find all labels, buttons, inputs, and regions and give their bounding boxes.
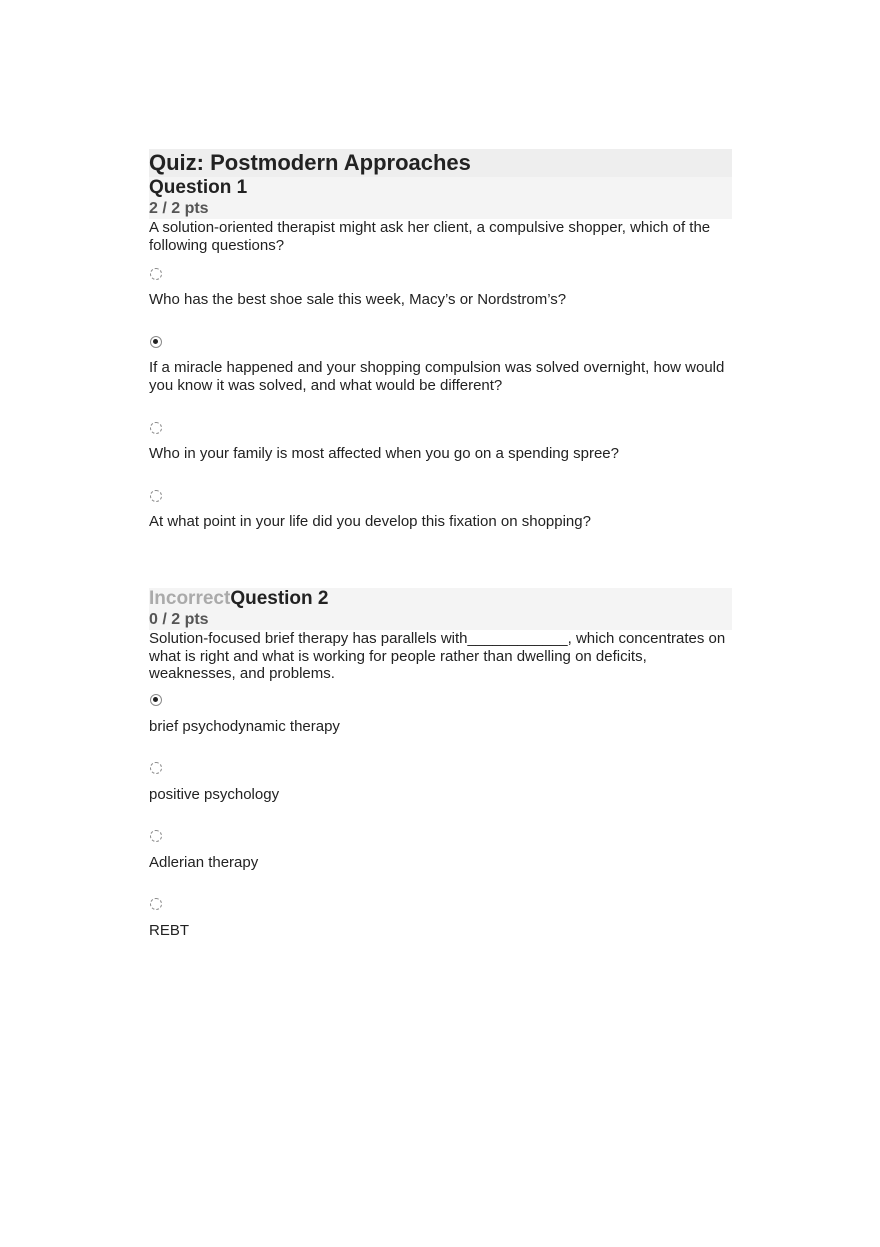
answer-text: If a miracle happened and your shopping compulsion was solved overnight, how would you know it was solved, and what would be different?	[149, 359, 725, 394]
radio-button-selected-icon[interactable]	[150, 694, 162, 706]
question-1	[149, 177, 732, 544]
question-2-text: Solution-focused brief therapy has parallels with____________, which concentrates on what is right and what is working for people rather than dwelling on deficits, weaknesses, and problems.	[149, 630, 726, 682]
answer-option[interactable]	[149, 887, 732, 955]
answer-text: At what point in your life did you develop this fixation on shopping?	[149, 513, 591, 530]
answer-text: positive psychology	[149, 785, 280, 803]
answer-option[interactable]	[149, 254, 732, 322]
radio-button-icon[interactable]	[150, 268, 162, 280]
answer-option[interactable]	[149, 408, 732, 476]
answer-option[interactable]	[149, 751, 732, 819]
question-2-header	[149, 588, 732, 630]
radio-button-icon[interactable]	[150, 422, 162, 434]
question-spacer	[149, 544, 732, 588]
radio-button-icon[interactable]	[150, 490, 162, 502]
quiz-title: Quiz: Postmodern Approaches	[149, 149, 732, 177]
answer-option[interactable]	[149, 683, 732, 751]
question-1-points: 2 / 2 pts	[149, 200, 209, 217]
question-1-label: Question 1	[149, 177, 248, 198]
question-1-title	[149, 177, 732, 199]
radio-button-selected-icon[interactable]	[150, 336, 162, 348]
answer-option[interactable]	[149, 819, 732, 887]
answer-option[interactable]	[149, 476, 732, 544]
radio-button-icon[interactable]	[150, 898, 162, 910]
question-1-header	[149, 177, 732, 219]
answer-text: brief psychodynamic therapy	[149, 717, 340, 735]
answer-text: REBT	[149, 921, 190, 939]
answer-option[interactable]	[149, 322, 732, 408]
question-2-points: 0 / 2 pts	[149, 611, 209, 628]
question-2-status: Incorrect	[149, 588, 231, 609]
radio-button-icon[interactable]	[150, 830, 162, 842]
answer-text: Who in your family is most affected when you go on a spending spree?	[149, 445, 619, 462]
question-2-title	[149, 588, 732, 610]
question-1-text: A solution-oriented therapist might ask her client, a compulsive shopper, which of the following questions?	[149, 219, 711, 254]
question-2-label: Question 2	[230, 588, 329, 609]
radio-button-icon[interactable]	[150, 762, 162, 774]
answer-text: Who has the best shoe sale this week, Macy’s or Nordstrom’s?	[149, 291, 567, 308]
answer-text: Adlerian therapy	[149, 853, 259, 871]
question-2	[149, 588, 732, 955]
quiz-page	[149, 149, 732, 955]
